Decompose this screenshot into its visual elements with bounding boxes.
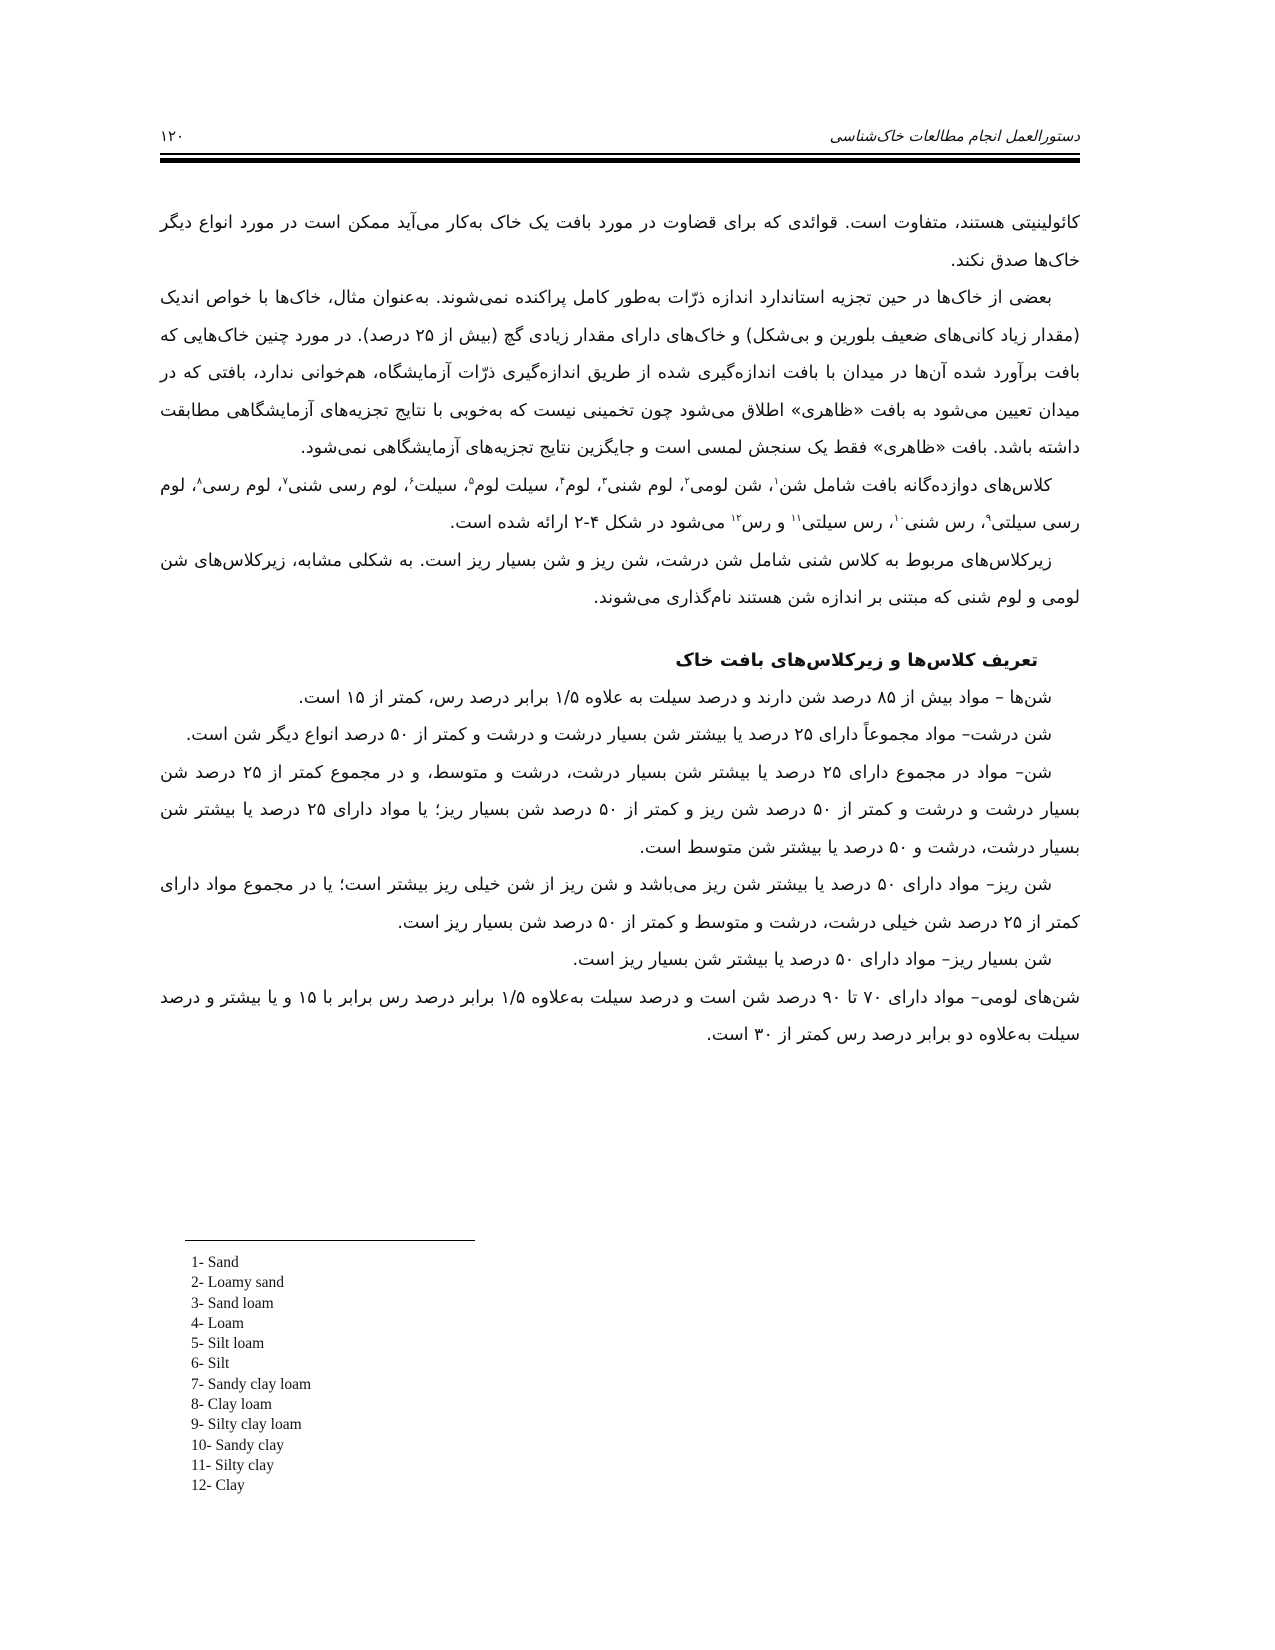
definition-sand: شن– مواد در مجموع دارای ۲۵ درصد یا بیشتر شن بسیار درشت، درشت و متوسط، و در مجموع کمتر از ۲۵ درصد شن بسیار درشت و درشت و کمتر از ۵۰ درصد شن ریز و کمتر از ۵۰ درصد شن بسیار ریز؛ یا مواد دارای ۲۵ درصد یا بیشتر شن بسیار درشت، درشت و ۵۰ درصد یا بیشتر شن متوسط است. [160, 762, 1080, 858]
body-text [160, 205, 1080, 1055]
class-name: لوم [565, 475, 591, 496]
footnote-separator [185, 1240, 475, 1241]
definition-loamy-sands: شن‌های لومی– مواد دارای ۷۰ تا ۹۰ درصد شن است و درصد سیلت به‌علاوه ۱/۵ برابر درصد رس برابر با ۱۵ و یا بیشتر و درصد سیلت به‌علاوه دو برابر درصد رس کمتر از ۳۰ است. [160, 987, 1081, 1045]
class-name: لوم رسی سیلتی [160, 475, 1080, 533]
footnote-item: 4- Loam [191, 1314, 244, 1332]
section-heading: تعریف کلاس‌ها و زیرکلاس‌های بافت خاک [675, 649, 1038, 671]
footnote-item: 5- Silt loam [191, 1335, 265, 1353]
definition-sands: شن‌ها – مواد بیش از ۸۵ درصد شن دارند و درصد سیلت به علاوه ۱/۵ برابر درصد رس، کمتر از ۱۵ است. [298, 687, 1052, 708]
footnote-ref: ۵ [468, 475, 475, 487]
class-name: شن [779, 475, 808, 496]
footnote-ref: ۱۰ [893, 513, 905, 525]
class-name: سیلت [414, 475, 458, 496]
footnote-item: 1- Sand [191, 1254, 239, 1271]
class-name: رس [741, 513, 772, 533]
classes-lead: کلاس‌های دوازده‌گانه بافت شامل [807, 475, 1052, 496]
paragraph-continued: کائولینیتی هستند، متفاوت است. قوائدی که برای قضاوت در مورد بافت یک خاک به‌کار می‌آید ممکن است در مورد انواع دیگر خاک‌ها صدق نکند. [160, 213, 1080, 271]
definition-coarse-sand: شن درشت– مواد مجموعاً دارای ۲۵ درصد یا بیشتر شن بسیار درشت و درشت و کمتر از ۵۰ درصد انواع دیگر شن است. [185, 725, 1052, 745]
class-name: رس شنی [904, 513, 975, 533]
class-item [894, 513, 975, 533]
footnote-item: 10- Sandy clay [191, 1436, 284, 1454]
class-name: سیلت لوم [474, 475, 549, 496]
footnote-ref: ۱۲ [730, 513, 742, 525]
footnote-ref: ۱ [773, 475, 780, 487]
class-name: رس سیلتی [801, 513, 883, 533]
paragraph-apparent-texture: بعضی از خاک‌ها در حین تجزیه استاندارد اندازه ذرّات به‌طور کامل پراکنده نمی‌شوند. به‌عنوان مثال، خاک‌ها با خواص اندیک (مقدار زیاد کانی‌های ضعیف بلورین و بی‌شکل) و خاک‌های دارای مقدار زیادی گچ (بیش از ۲۵ درصد). در مورد چنین خاک‌هایی که بافت برآورد شده آن‌ها در میدان با بافت اندازه‌گیری شده از طریق اندازه‌گیری ذرّات آزمایشگاه، هم‌خوانی ندارد، بافتی که در میدان تعیین می‌شود به بافت «ظاهری» اطلاق می‌شود چون تخمینی نیست که به‌خوبی با نتایج تجزیه‌های آزمایشگاهی مطابقت داشته باشد. بافت «ظاهری» فقط یک سنجش لمسی است و جایگزین نتایج تجزیه‌های آزمایشگاهی نمی‌شود. [160, 288, 1081, 458]
class-item [469, 476, 548, 496]
definition-very-fine-sand: شن بسیار ریز– مواد دارای ۵۰ درصد یا بیشتر شن بسیار ریز است. [572, 950, 1052, 970]
class-item [685, 476, 763, 496]
footnote-ref: ۳ [601, 475, 608, 487]
class-item [774, 476, 807, 496]
classes-last-sep: و [771, 513, 791, 533]
footnote-item: 7- Sandy clay loam [191, 1375, 312, 1393]
header-rule-thick [160, 158, 1080, 163]
footnote-ref: ۹ [985, 513, 992, 525]
classes-tail: می‌شود در شکل ۴-۲ ارائه شده است. [449, 513, 731, 533]
footnote-ref: ۶ [408, 475, 415, 487]
footnote-ref: ۲ [684, 475, 690, 487]
paragraph-texture-classes [160, 468, 1080, 543]
definition-fine-sand: شن ریز– مواد دارای ۵۰ درصد یا بیشتر شن ریز می‌باشد و شن ریز از شن خیلی ریز بیشتر است؛ یا در مجموع مواد دارای کمتر از ۲۵ درصد شن خیلی درشت، درشت و متوسط و کمتر از ۵۰ درصد شن بسیار ریز است. [160, 875, 1080, 933]
footnote-item: 12- Clay [191, 1477, 245, 1495]
class-name: شن لومی [689, 475, 763, 496]
class-name: لوم رسی [202, 475, 272, 496]
footnote-item: 11- Silty clay [191, 1456, 274, 1474]
footnote-item: 9- Silty clay loam [191, 1416, 302, 1434]
footnote-item: 2- Loamy sand [191, 1274, 284, 1292]
class-item [283, 476, 398, 496]
paragraph-subclasses: زیرکلاس‌های مربوط به کلاس شنی شامل شن درشت، شن ریز و شن بسیار ریز است. به شکلی مشابه، زیرکلاس‌های شن لومی و لوم شنی که مبتنی بر اندازه شن هستند نام‌گذاری می‌شوند. [160, 550, 1080, 608]
footnote-ref: ۸ [196, 475, 203, 487]
class-item [560, 476, 591, 496]
class-item [409, 476, 457, 496]
footnote-item: 8- Clay loam [191, 1396, 272, 1414]
footnote-item: 3- Sand loam [191, 1294, 274, 1312]
class-item [197, 476, 271, 496]
class-items: شن$^۱$، شن لومی$^۲$، لوم شنی$^۳$، لوم$^۴$، سیلت لوم$^۵$، سیلت$^۶$، لوم رسی شنی$^۷$، لوم رسی$^۸$، لوم رسی سیلتی$^۹$، رس شنی$^{۱۰}$، رس سیلتی$^{۱۱}$ [160, 475, 1080, 533]
page-number: ۱۲۰ [160, 127, 185, 145]
class-item [791, 513, 883, 533]
class-name: لوم رسی شنی [287, 475, 398, 496]
class-name: لوم شنی [607, 475, 673, 496]
footnote-ref: ۱۱ [790, 513, 802, 525]
class-item [602, 476, 673, 496]
footnote-item: 6- Silt [191, 1355, 230, 1373]
footnote-ref: ۴ [559, 475, 566, 487]
footnote-ref: ۷ [282, 475, 288, 487]
header-title: دستورالعمل انجام مطالعات خاک‌شناسی [829, 127, 1080, 145]
class-item [731, 513, 772, 533]
footnotes-list [191, 1253, 311, 1497]
header-rule-thin [160, 153, 1080, 155]
